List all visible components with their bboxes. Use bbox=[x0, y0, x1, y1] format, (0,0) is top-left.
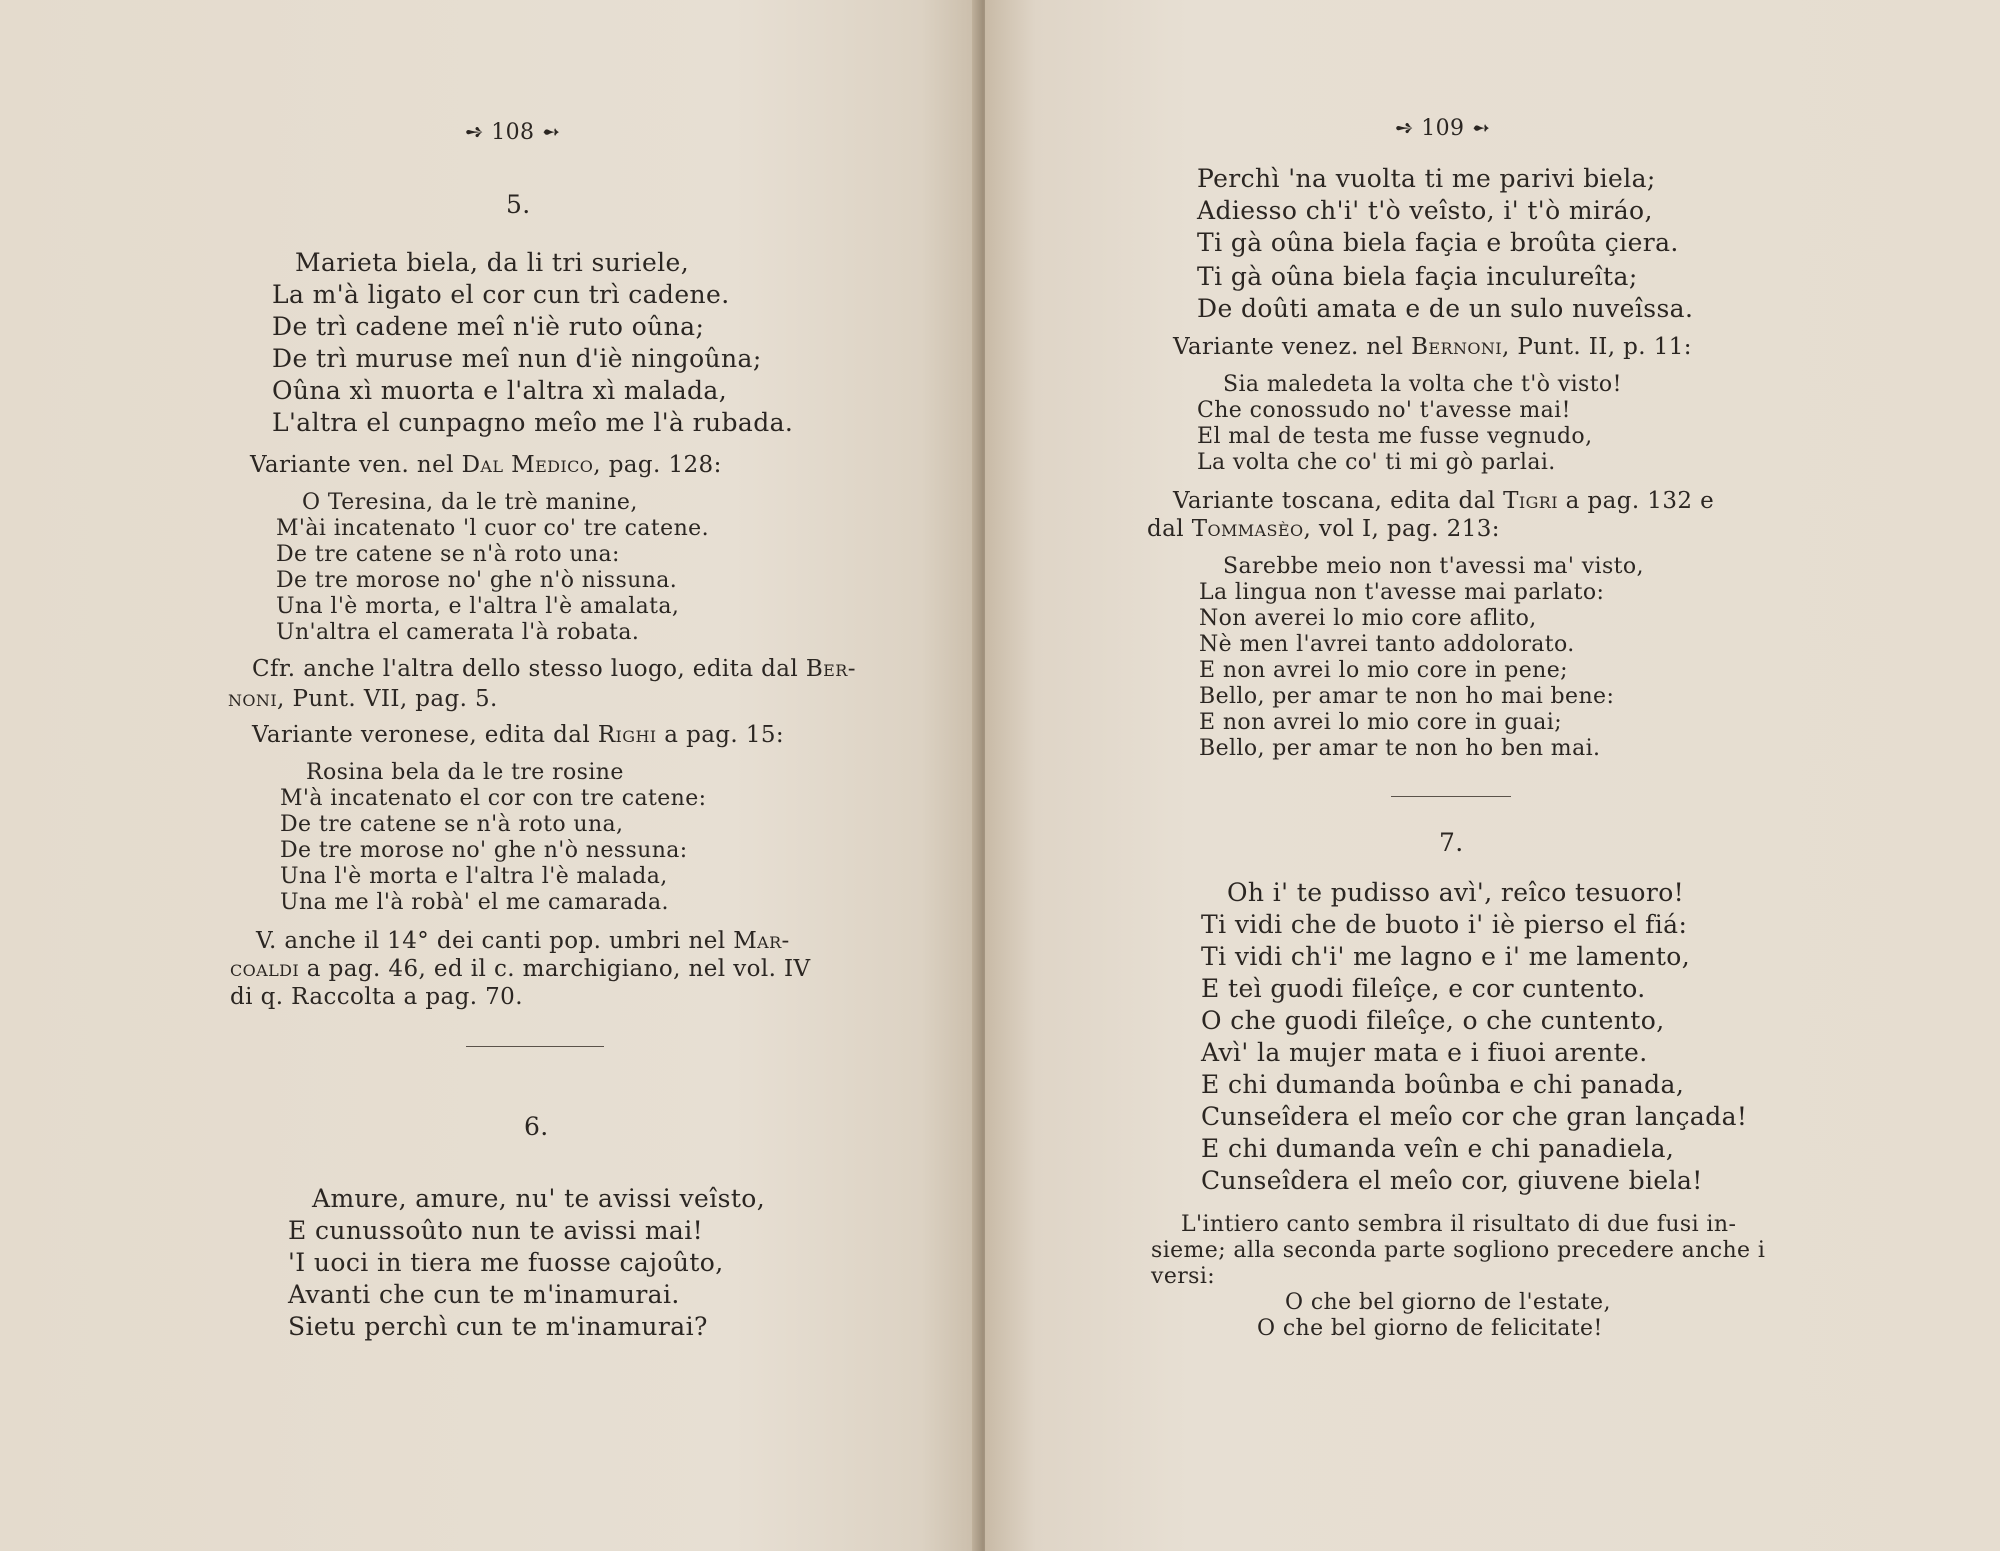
variant-line: Una l'è morta, e l'altra l'è amalata, bbox=[276, 594, 680, 619]
variant-line: Che conossudo no' t'avesse mai! bbox=[1197, 398, 1571, 423]
poem-line: Cunseîdera el meîo cor che gran lançada! bbox=[1201, 1102, 1748, 1131]
section-divider bbox=[1391, 796, 1511, 797]
closing-note: sieme; alla seconda parte sogliono precedere anche i bbox=[1151, 1238, 1766, 1263]
section-number-5: 5. bbox=[506, 190, 531, 219]
variant-heading: Variante venez. nel Bernoni, Punt. II, p. 11: bbox=[1173, 334, 1692, 360]
poem-line: Ti vidi che de buoto i' iè pierso el fiá: bbox=[1201, 910, 1688, 939]
variant-line: O Teresina, da le trè manine, bbox=[302, 490, 638, 515]
poem-line: De doûti amata e de un sulo nuveîssa. bbox=[1197, 294, 1694, 323]
variant-line: La volta che co' ti mi gò parlai. bbox=[1197, 450, 1556, 475]
section-number-7: 7. bbox=[1439, 828, 1464, 857]
closing-verse: O che bel giorno de felicitate! bbox=[1257, 1316, 1603, 1341]
variant-line: E non avrei lo mio core in pene; bbox=[1199, 658, 1568, 683]
poem-line: Amure, amure, nu' te avissi veîsto, bbox=[312, 1184, 766, 1213]
cfr-note: noni, Punt. VII, pag. 5. bbox=[228, 686, 498, 712]
variant-line: La lingua non t'avesse mai parlato: bbox=[1199, 580, 1605, 605]
poem-line: Cunseîdera el meîo cor, giuvene biela! bbox=[1201, 1166, 1703, 1195]
poem-line: De trì cadene meî n'iè ruto oûna; bbox=[272, 312, 705, 341]
right-page bbox=[985, 0, 2000, 1551]
poem-line: Perchì 'na vuolta ti me parivi biela; bbox=[1197, 164, 1656, 193]
poem-line: E chi dumanda veîn e chi panadiela, bbox=[1201, 1134, 1675, 1163]
poem-line: Marieta biela, da li tri suriele, bbox=[295, 248, 690, 277]
variant-heading: Variante ven. nel Dal Medico, pag. 128: bbox=[250, 452, 722, 478]
poem-line: Ti gà oûna biela façia inculureîta; bbox=[1197, 262, 1638, 291]
variant-line: Bello, per amar te non ho mai bene: bbox=[1199, 684, 1615, 709]
variant-line: De tre morose no' ghe n'ò nessuna: bbox=[280, 838, 688, 863]
page-header-109: ➺ 109 ➻ bbox=[1395, 116, 1491, 141]
poem-line: Avì' la mujer mata e i fiuoi arente. bbox=[1201, 1038, 1648, 1067]
poem-line: L'altra el cunpagno meîo me l'à rubada. bbox=[272, 408, 794, 437]
variant-line: Bello, per amar te non ho ben mai. bbox=[1199, 736, 1601, 761]
poem-line: Adiesso ch'i' t'ò veîsto, i' t'ò miráo, bbox=[1197, 196, 1653, 225]
variant-line: Un'altra el camerata l'à robata. bbox=[276, 620, 640, 645]
left-page bbox=[0, 0, 980, 1551]
variant-line: De tre catene se n'à roto una: bbox=[276, 542, 620, 567]
poem-line: Oûna xì muorta e l'altra xì malada, bbox=[272, 376, 728, 405]
variant-line: Rosina bela da le tre rosine bbox=[306, 760, 624, 785]
v-note: V. anche il 14° dei canti pop. umbri nel Mar- bbox=[256, 928, 790, 954]
poem-line: Ti gà oûna biela façia e broûta çiera. bbox=[1197, 228, 1679, 257]
closing-note: versi: bbox=[1151, 1264, 1216, 1289]
poem-line: De trì muruse meî nun d'iè ningoûna; bbox=[272, 344, 762, 373]
closing-verse: O che bel giorno de l'estate, bbox=[1285, 1290, 1611, 1315]
variant-line: E non avrei lo mio core in guai; bbox=[1199, 710, 1563, 735]
variant-heading: Variante veronese, edita dal Righi a pag. 15: bbox=[252, 722, 785, 748]
poem-line: E cunussoûto nun te avissi mai! bbox=[288, 1216, 704, 1245]
variant-heading: Variante toscana, edita dal Tigri a pag. 132 e bbox=[1173, 488, 1715, 514]
variant-line: Una l'è morta e l'altra l'è malada, bbox=[280, 864, 668, 889]
poem-line: E teì guodi fileîçe, e cor cuntento. bbox=[1201, 974, 1646, 1003]
variant-heading: dal Tommasèo, vol I, pag. 213: bbox=[1147, 516, 1500, 542]
v-note: coaldi a pag. 46, ed il c. marchigiano, nel vol. IV bbox=[230, 956, 811, 982]
poem-line: Avanti che cun te m'inamurai. bbox=[288, 1280, 680, 1309]
variant-line: Una me l'à robà' el me camarada. bbox=[280, 890, 669, 915]
variant-line: El mal de testa me fusse vegnudo, bbox=[1197, 424, 1593, 449]
variant-line: Nè men l'avrei tanto addolorato. bbox=[1199, 632, 1575, 657]
variant-line: De tre catene se n'à roto una, bbox=[280, 812, 624, 837]
variant-line: M'à incatenato el cor con tre catene: bbox=[280, 786, 707, 811]
variant-line: Sarebbe meio non t'avessi ma' visto, bbox=[1223, 554, 1644, 579]
poem-line: 'I uoci in tiera me fuosse cajoûto, bbox=[288, 1248, 724, 1277]
section-number-6: 6. bbox=[524, 1112, 549, 1141]
poem-line: Oh i' te pudisso avì', reîco tesuoro! bbox=[1227, 878, 1685, 907]
cfr-note: Cfr. anche l'altra dello stesso luogo, edita dal Ber- bbox=[252, 656, 856, 682]
v-note: di q. Raccolta a pag. 70. bbox=[230, 984, 523, 1010]
page-header-108: ➺ 108 ➻ bbox=[465, 120, 561, 145]
closing-note: L'intiero canto sembra il risultato di due fusi in- bbox=[1181, 1212, 1737, 1237]
variant-line: Non averei lo mio core aflito, bbox=[1199, 606, 1537, 631]
poem-line: Ti vidi ch'i' me lagno e i' me lamento, bbox=[1201, 942, 1691, 971]
variant-line: De tre morose no' ghe n'ò nissuna. bbox=[276, 568, 678, 593]
section-divider bbox=[466, 1046, 604, 1047]
poem-line: Sietu perchì cun te m'inamurai? bbox=[288, 1312, 708, 1341]
variant-line: Sia maledeta la volta che t'ò visto! bbox=[1223, 372, 1622, 397]
poem-line: La m'à ligato el cor cun trì cadene. bbox=[272, 280, 730, 309]
poem-line: O che guodi fileîçe, o che cuntento, bbox=[1201, 1006, 1665, 1035]
variant-line: M'ài incatenato 'l cuor co' tre catene. bbox=[276, 516, 709, 541]
poem-line: E chi dumanda boûnba e chi panada, bbox=[1201, 1070, 1685, 1099]
